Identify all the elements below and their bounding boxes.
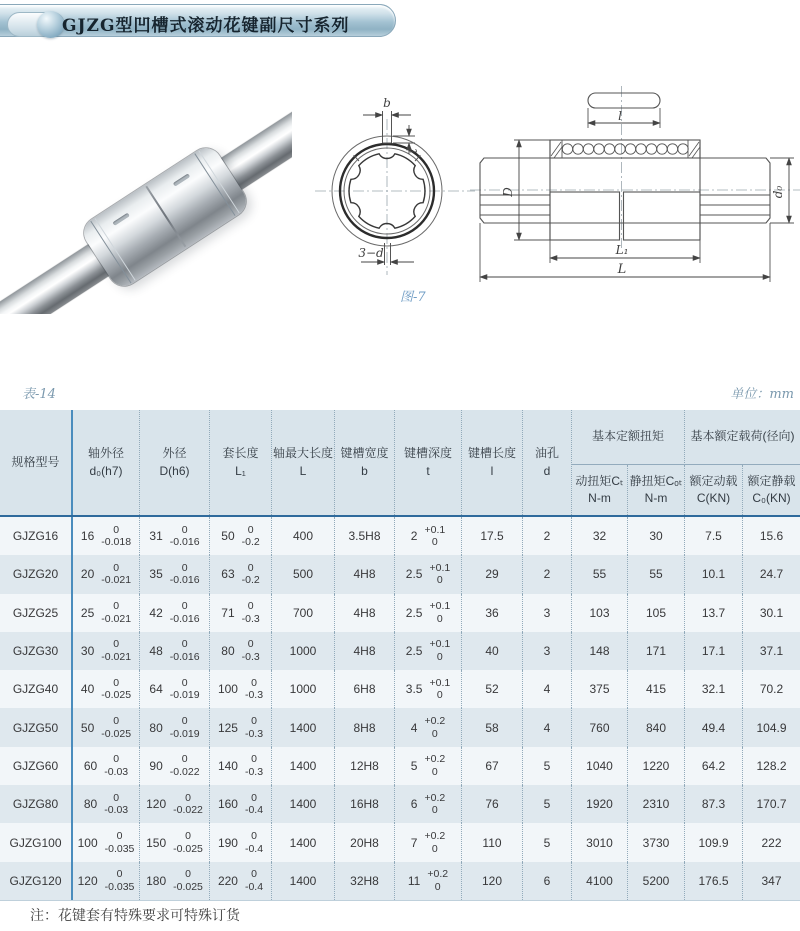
tolerance: 0 -0.035 xyxy=(104,829,135,855)
cell-od: 150 0 -0.025 xyxy=(140,823,210,861)
col-header-stat-torque: 静扭矩Cₒₜ N-m xyxy=(628,465,685,515)
tolerance: 0 -0.4 xyxy=(244,829,264,855)
cell-stat-load: 128.2 xyxy=(756,758,787,773)
cell-sleeve-length: 80 0 -0.3 xyxy=(210,632,272,670)
cell-dyn-load: 13.7 xyxy=(685,594,743,632)
tolerance: 0 -0.022 xyxy=(169,753,200,778)
cell-od: 180 0 -0.025 xyxy=(140,862,210,900)
cell-sleeve-length: 71 0 -0.3 xyxy=(210,594,272,632)
cell-max-length: 1400 xyxy=(272,785,335,823)
col-header-keyway-length: 键槽长度 l xyxy=(462,410,523,515)
tolerance: +0.1 0 xyxy=(424,523,446,549)
cell-keyway-width: 20H8 xyxy=(335,823,395,861)
cell-dyn-load: 109.9 xyxy=(685,823,743,861)
cell-shaft-od: 16 0 -0.018 xyxy=(73,517,140,555)
cell-sleeve-length: 190 0 -0.4 xyxy=(210,823,272,861)
tolerance: +0.1 0 xyxy=(429,638,451,664)
dim-label-b: b xyxy=(383,96,391,110)
cell-max-length: 400 xyxy=(272,517,335,555)
cell-stat-load: 222 xyxy=(761,835,782,850)
cell-stat-torque: 3730 xyxy=(628,823,685,861)
page-title: GJZG型凹槽式滚动花键副尺寸系列 xyxy=(62,16,350,36)
cell-oil-hole: 5 xyxy=(523,785,572,823)
dim-label-3d: 3−d xyxy=(358,246,384,260)
cell-keyway-depth: 2.5 +0.1 0 xyxy=(395,555,462,593)
tolerance: 0 -0.4 xyxy=(244,868,264,893)
cell-shaft-od: 80 0 -0.03 xyxy=(73,785,140,823)
cell-oil-hole: 2 xyxy=(523,555,572,593)
cell-keyway-width: 4H8 xyxy=(335,555,395,593)
cell-model: GJZG100 xyxy=(0,823,73,861)
cell-max-length: 700 xyxy=(272,594,335,632)
col-header-max-length: 轴最大长度 L xyxy=(272,410,335,515)
cell-shaft-od: 30 0 -0.021 xyxy=(73,632,140,670)
sleeve-seam xyxy=(145,186,186,247)
cell-max-length: 1400 xyxy=(272,747,335,785)
cell-model: GJZG40 xyxy=(0,670,73,708)
cell-stat-load: 15.6 xyxy=(759,529,784,544)
cell-od: 42 0 -0.016 xyxy=(140,594,210,632)
cell-sleeve-length: 220 0 -0.4 xyxy=(210,862,272,900)
cell-stat-load: 170.7 xyxy=(756,797,787,812)
cell-model: GJZG60 xyxy=(0,747,73,785)
tolerance: 0 -0.018 xyxy=(101,523,132,549)
cell-dyn-torque: 1920 xyxy=(572,785,628,823)
cell-sleeve-length: 160 0 -0.4 xyxy=(210,785,272,823)
sleeve-slot xyxy=(173,173,190,186)
cell-shaft-od: 120 0 -0.035 xyxy=(73,862,140,900)
cell-od: 80 0 -0.019 xyxy=(140,708,210,746)
cell-keyway-length: 67 xyxy=(462,747,523,785)
figure-caption: 图-7 xyxy=(400,290,426,305)
table-number-label: 表-14 xyxy=(22,387,56,402)
cell-keyway-depth: 5 +0.2 0 xyxy=(395,747,462,785)
tolerance: 0 -0.035 xyxy=(104,868,135,893)
cell-max-length: 1400 xyxy=(272,862,335,900)
cell-sleeve-length: 140 0 -0.3 xyxy=(210,747,272,785)
cell-keyway-depth: 3.5 +0.1 0 xyxy=(395,670,462,708)
col-header-keyway-width: 键槽宽度 b xyxy=(335,410,395,515)
tolerance: 0 -0.2 xyxy=(241,523,260,549)
cell-sleeve-length: 100 0 -0.3 xyxy=(210,670,272,708)
cell-keyway-length: 52 xyxy=(462,670,523,708)
cell-keyway-width: 3.5H8 xyxy=(335,517,395,555)
tolerance: +0.2 0 xyxy=(427,868,449,893)
cell-stat-load: 104.9 xyxy=(756,720,787,735)
cell-od: 120 0 -0.022 xyxy=(140,785,210,823)
cell-stat-torque: 1220 xyxy=(628,747,685,785)
dim-label-l: l xyxy=(618,109,622,123)
table-row xyxy=(0,594,800,632)
table-row xyxy=(0,708,800,746)
col-header-dyn-load: 额定动载 C(KN) xyxy=(685,465,743,515)
table-row xyxy=(0,632,800,670)
tolerance: +0.2 0 xyxy=(424,715,446,740)
cell-keyway-width: 4H8 xyxy=(335,594,395,632)
cell-dyn-torque: 103 xyxy=(572,594,628,632)
note-text: 注：花键套有特殊要求可特殊订货 xyxy=(30,908,240,924)
col-header-model: 规格型号 xyxy=(0,410,73,515)
cell-model: GJZG50 xyxy=(0,708,73,746)
cell-stat-torque: 415 xyxy=(628,670,685,708)
tolerance: 0 -0.025 xyxy=(101,676,132,702)
cell-oil-hole: 4 xyxy=(523,670,572,708)
cell-model: GJZG16 xyxy=(0,517,73,555)
cell-stat-load: 70.2 xyxy=(759,682,784,697)
cell-keyway-length: 76 xyxy=(462,785,523,823)
cell-max-length: 1000 xyxy=(272,670,335,708)
col-header-dyn-torque: 动扭矩Cₜ N-m xyxy=(572,465,628,515)
spec-table xyxy=(0,410,800,901)
tolerance: 0 -0.3 xyxy=(244,715,264,740)
col-header-shaft-od: 轴外径 d₀(h7) xyxy=(73,410,140,515)
tolerance: +0.2 0 xyxy=(424,791,446,817)
cell-model: GJZG120 xyxy=(0,862,73,900)
cell-keyway-length: 120 xyxy=(462,862,523,900)
cell-stat-torque: 55 xyxy=(628,555,685,593)
cell-sleeve-length: 125 0 -0.3 xyxy=(210,708,272,746)
tolerance: +0.2 0 xyxy=(424,829,446,855)
cell-dyn-torque: 55 xyxy=(572,555,628,593)
cell-dyn-load: 49.4 xyxy=(685,708,743,746)
tolerance: 0 -0.3 xyxy=(241,638,260,664)
side-view-diagram xyxy=(470,80,800,290)
cell-dyn-torque: 3010 xyxy=(572,823,628,861)
cell-model: GJZG20 xyxy=(0,555,73,593)
cell-dyn-load: 176.5 xyxy=(685,862,743,900)
sleeve-slot xyxy=(113,213,130,226)
tolerance: 0 -0.03 xyxy=(104,791,129,817)
table-row xyxy=(0,555,800,593)
product-photo xyxy=(0,62,292,314)
table-row xyxy=(0,785,800,823)
cell-oil-hole: 5 xyxy=(523,823,572,861)
tolerance: 0 -0.021 xyxy=(101,638,132,664)
tolerance: 0 -0.019 xyxy=(169,676,200,702)
cell-model: GJZG80 xyxy=(0,785,73,823)
table-row xyxy=(0,862,800,900)
cell-max-length: 1000 xyxy=(272,632,335,670)
cell-sleeve-length: 50 0 -0.2 xyxy=(210,517,272,555)
brand-sphere-icon xyxy=(37,11,64,38)
tolerance: 0 -0.025 xyxy=(101,715,132,740)
cell-dyn-torque: 1040 xyxy=(572,747,628,785)
cell-keyway-length: 29 xyxy=(462,555,523,593)
tolerance: 0 -0.2 xyxy=(241,561,260,587)
cell-sleeve-length: 63 0 -0.2 xyxy=(210,555,272,593)
cell-dyn-torque: 760 xyxy=(572,708,628,746)
cell-oil-hole: 5 xyxy=(523,747,572,785)
table-row xyxy=(0,823,800,861)
col-header-stat-load: 额定静载 C₀(KN) xyxy=(747,473,796,505)
tolerance: 0 -0.022 xyxy=(173,791,203,817)
cell-stat-load: 347 xyxy=(761,873,782,888)
cell-keyway-length: 17.5 xyxy=(462,517,523,555)
tolerance: 0 -0.016 xyxy=(169,523,200,549)
table-row xyxy=(0,517,800,555)
cell-keyway-length: 36 xyxy=(462,594,523,632)
tolerance: 0 -0.021 xyxy=(101,600,132,625)
cell-dyn-load: 10.1 xyxy=(685,555,743,593)
dim-label-L: L xyxy=(617,262,627,277)
dim-label-D: D xyxy=(501,187,515,197)
cell-shaft-od: 20 0 -0.021 xyxy=(73,555,140,593)
cell-dyn-torque: 32 xyxy=(572,517,628,555)
cell-stat-load: 37.1 xyxy=(759,644,784,659)
tolerance: 0 -0.3 xyxy=(244,676,264,702)
cell-keyway-depth: 2.5 +0.1 0 xyxy=(395,594,462,632)
cell-dyn-load: 32.1 xyxy=(685,670,743,708)
cell-stat-torque: 105 xyxy=(628,594,685,632)
tolerance: 0 -0.016 xyxy=(169,638,200,664)
tolerance: 0 -0.3 xyxy=(244,753,264,778)
cell-oil-hole: 3 xyxy=(523,632,572,670)
cell-dyn-torque: 4100 xyxy=(572,862,628,900)
group-header-rated-load: 基本额定载荷(径向) xyxy=(685,410,800,465)
cell-od: 35 0 -0.016 xyxy=(140,555,210,593)
cell-max-length: 500 xyxy=(272,555,335,593)
cell-keyway-width: 4H8 xyxy=(335,632,395,670)
dim-label-L1: L₁ xyxy=(615,243,629,257)
cell-dyn-load: 17.1 xyxy=(685,632,743,670)
cell-dyn-load: 7.5 xyxy=(685,517,743,555)
cell-model: GJZG30 xyxy=(0,632,73,670)
cell-max-length: 1400 xyxy=(272,823,335,861)
tolerance: 0 -0.019 xyxy=(169,715,200,740)
cell-stat-load: 24.7 xyxy=(759,567,784,582)
cell-od: 90 0 -0.022 xyxy=(140,747,210,785)
table-row xyxy=(0,670,800,708)
cell-oil-hole: 6 xyxy=(523,862,572,900)
cell-stat-load: 30.1 xyxy=(759,605,784,620)
col-header-od: 外径 D(h6) xyxy=(140,410,210,515)
cell-stat-torque: 5200 xyxy=(628,862,685,900)
cell-dyn-load: 87.3 xyxy=(685,785,743,823)
cell-stat-torque: 171 xyxy=(628,632,685,670)
table-row xyxy=(0,747,800,785)
cell-shaft-od: 50 0 -0.025 xyxy=(73,708,140,746)
table-body xyxy=(0,517,800,901)
cell-dyn-load: 64.2 xyxy=(685,747,743,785)
tolerance: 0 -0.016 xyxy=(169,561,200,587)
cell-keyway-depth: 11 +0.2 0 xyxy=(395,862,462,900)
cell-shaft-od: 60 0 -0.03 xyxy=(73,747,140,785)
cell-dyn-torque: 375 xyxy=(572,670,628,708)
cell-oil-hole: 4 xyxy=(523,708,572,746)
cell-stat-torque: 840 xyxy=(628,708,685,746)
cell-keyway-length: 110 xyxy=(462,823,523,861)
cell-keyway-width: 32H8 xyxy=(335,862,395,900)
cell-keyway-depth: 4 +0.2 0 xyxy=(395,708,462,746)
cross-section-diagram xyxy=(297,85,477,305)
cell-dyn-torque: 148 xyxy=(572,632,628,670)
tolerance: +0.1 0 xyxy=(429,600,451,625)
cell-keyway-depth: 2 +0.1 0 xyxy=(395,517,462,555)
tolerance: 0 -0.016 xyxy=(169,600,200,625)
tolerance: 0 -0.025 xyxy=(173,868,203,893)
cell-keyway-width: 16H8 xyxy=(335,785,395,823)
tolerance: +0.2 0 xyxy=(424,753,446,778)
cell-keyway-depth: 7 +0.2 0 xyxy=(395,823,462,861)
cell-keyway-length: 40 xyxy=(462,632,523,670)
col-header-sleeve-length: 套长度 L₁ xyxy=(210,410,272,515)
group-header-rated-torque: 基本定额扭矩 xyxy=(572,410,685,465)
cell-od: 48 0 -0.016 xyxy=(140,632,210,670)
tolerance: +0.1 0 xyxy=(429,676,451,702)
cell-stat-torque: 30 xyxy=(628,517,685,555)
cell-keyway-width: 6H8 xyxy=(335,670,395,708)
cell-oil-hole: 3 xyxy=(523,594,572,632)
tolerance: 0 -0.3 xyxy=(241,600,260,625)
cell-keyway-depth: 2.5 +0.1 0 xyxy=(395,632,462,670)
tolerance: 0 -0.021 xyxy=(101,561,132,587)
unit-label: 单位：mm xyxy=(730,387,794,402)
dim-label-t: t xyxy=(406,148,420,154)
cell-keyway-width: 8H8 xyxy=(335,708,395,746)
cell-od: 31 0 -0.016 xyxy=(140,517,210,555)
col-header-keyway-depth: 键槽深度 t xyxy=(395,410,462,515)
cell-oil-hole: 2 xyxy=(523,517,572,555)
cell-max-length: 1400 xyxy=(272,708,335,746)
cell-keyway-length: 58 xyxy=(462,708,523,746)
cell-shaft-od: 40 0 -0.025 xyxy=(73,670,140,708)
tolerance: 0 -0.4 xyxy=(244,791,264,817)
cell-stat-torque: 2310 xyxy=(628,785,685,823)
tolerance: +0.1 0 xyxy=(429,561,451,587)
tolerance: 0 -0.025 xyxy=(173,829,203,855)
cell-model: GJZG25 xyxy=(0,594,73,632)
cell-keyway-depth: 6 +0.2 0 xyxy=(395,785,462,823)
cell-shaft-od: 25 0 -0.021 xyxy=(73,594,140,632)
cell-shaft-od: 100 0 -0.035 xyxy=(73,823,140,861)
dim-label-d0: d₀ xyxy=(771,185,785,199)
cell-od: 64 0 -0.019 xyxy=(140,670,210,708)
table-header xyxy=(0,410,800,517)
tolerance: 0 -0.03 xyxy=(104,753,129,778)
cell-keyway-width: 12H8 xyxy=(335,747,395,785)
col-header-oil-hole: 油孔 d xyxy=(523,410,572,515)
